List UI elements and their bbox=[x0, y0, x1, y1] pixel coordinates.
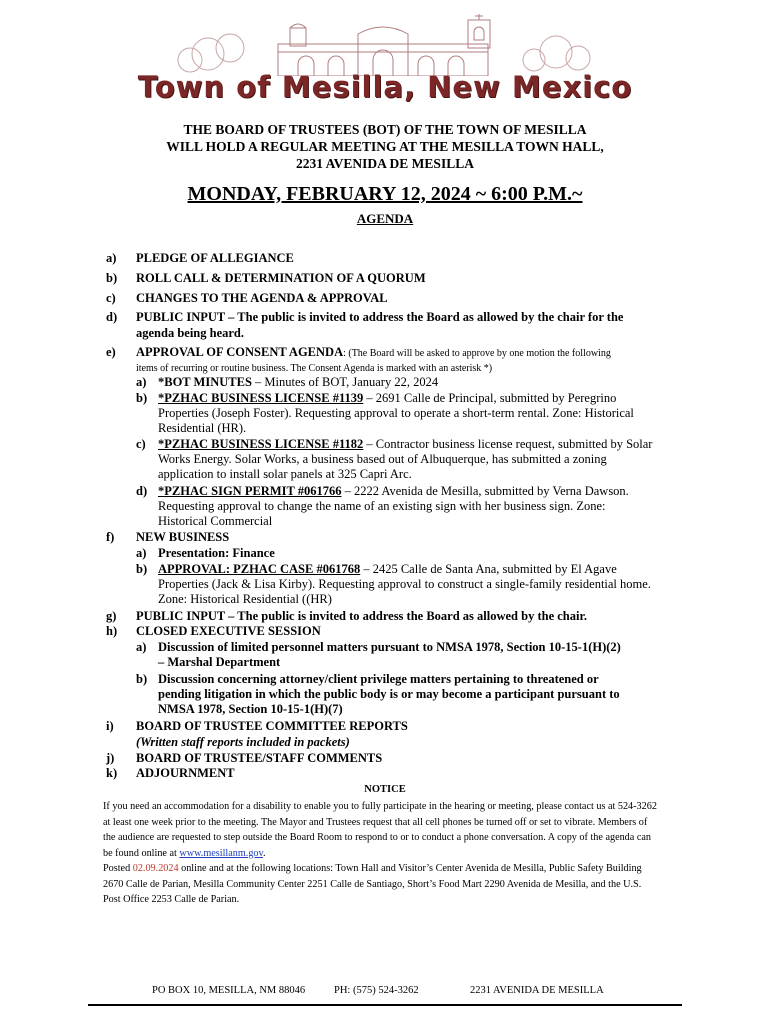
item-description: – 2425 Calle de Santa Ana, submitted by El Agave bbox=[360, 562, 617, 576]
item-public-input-general: PUBLIC INPUT – The public is invited to address the Board as allowed by the chair. bbox=[136, 609, 587, 623]
posted-label: Posted bbox=[103, 863, 133, 874]
consent-agenda-note-line2: items of recurring or routine business. The Consent Agenda is marked with an asterisk *) bbox=[136, 363, 493, 374]
item-description: – Minutes of BOT, January 22, 2024 bbox=[251, 375, 439, 389]
meeting-heading-line1: THE BOARD OF TRUSTEES (BOT) OF THE TOWN OF MESILLA bbox=[183, 122, 587, 137]
meeting-date: MONDAY, FEBRUARY 12, 2024 ~ 6:00 P.M.~ bbox=[187, 183, 583, 205]
subitem-letter: c) bbox=[136, 437, 146, 451]
consent-item-license-1139 bbox=[158, 391, 682, 407]
item-title: *BOT MINUTES bbox=[158, 375, 252, 389]
item-description-line3: Historical Commercial bbox=[158, 514, 273, 528]
item-letter: e) bbox=[106, 345, 116, 359]
meeting-heading-line2: WILL HOLD A REGULAR MEETING AT THE MESILLA TOWN HALL, bbox=[166, 139, 604, 154]
item-public-input-line1: PUBLIC INPUT – The public is invited to address the Board as allowed by the chair for the bbox=[136, 310, 624, 324]
closed-session-litigation-line3: NMSA 1978, Section 10-15-1(H)(7) bbox=[158, 702, 343, 716]
subitem-letter: a) bbox=[136, 375, 147, 389]
subitem-letter: a) bbox=[136, 640, 147, 654]
subitem-letter: b) bbox=[136, 562, 148, 576]
meeting-heading-line3: 2231 AVENIDA DE MESILLA bbox=[296, 156, 474, 171]
closed-session-litigation-line2: pending litigation in which the public body is or may become a participant pursuant to bbox=[158, 687, 620, 701]
notice-text-fragment: . bbox=[262, 847, 266, 859]
item-description-line2: Works Energy. Solar Works, a business based out of Albuquerque, has submitted a zoning bbox=[158, 452, 607, 466]
item-description-line2: Requesting approval to change the name of an existing sign with her business sign. Zone: bbox=[158, 499, 606, 513]
consent-item-bot-minutes bbox=[158, 375, 682, 391]
notice-line: Post Office 2253 Calle de Parian. bbox=[103, 894, 240, 905]
footer-po-box: PO BOX 10, MESILLA, NM 88046 bbox=[152, 985, 306, 996]
posted-date: 02.09.2024 bbox=[132, 863, 179, 874]
town-title: Town of Mesilla, New Mexico bbox=[137, 70, 633, 104]
footer-divider bbox=[88, 1004, 682, 1006]
item-closed-session: CLOSED EXECUTIVE SESSION bbox=[136, 624, 321, 638]
item-description: – 2691 Calle de Principal, submitted by Peregrino bbox=[363, 391, 617, 405]
item-letter: a) bbox=[106, 251, 117, 265]
footer-address: 2231 AVENIDA DE MESILLA bbox=[470, 985, 604, 996]
subitem-letter: b) bbox=[136, 391, 148, 405]
consent-agenda-note: : (The Board will be asked to approve by one motion the following bbox=[343, 348, 611, 359]
posted-line bbox=[103, 861, 723, 877]
item-title: *PZHAC BUSINESS LICENSE #1139 bbox=[158, 391, 364, 405]
item-pzhac-case-061768 bbox=[158, 562, 682, 578]
item-changes: CHANGES TO THE AGENDA & APPROVAL bbox=[136, 291, 388, 305]
item-committee-reports: BOARD OF TRUSTEE COMMITTEE REPORTS bbox=[136, 719, 408, 733]
item-consent-agenda bbox=[136, 345, 681, 362]
item-title: APPROVAL: PZHAC CASE #061768 bbox=[158, 562, 361, 576]
item-description: – 2222 Avenida de Mesilla, submitted by Verna Dawson. bbox=[341, 484, 629, 498]
item-letter: j) bbox=[106, 751, 115, 765]
item-letter: c) bbox=[106, 291, 116, 305]
item-letter: f) bbox=[106, 530, 115, 544]
website-link[interactable]: www.mesillanm.gov bbox=[179, 847, 263, 859]
item-letter: b) bbox=[106, 271, 118, 285]
closed-session-personnel-line2: – Marshal Department bbox=[158, 655, 281, 669]
notice-title: NOTICE bbox=[364, 784, 406, 795]
item-pledge: PLEDGE OF ALLEGIANCE bbox=[136, 251, 294, 265]
consent-item-license-1182 bbox=[158, 437, 682, 453]
posted-locations: online and at the following locations: Town Hall and Visitor’s Center Avenida de Mesilla, Public Safety Building bbox=[178, 863, 642, 874]
committee-reports-note: (Written staff reports included in packets) bbox=[136, 735, 350, 749]
item-adjournment: ADJOURNMENT bbox=[136, 766, 235, 780]
town-church-illustration bbox=[168, 14, 598, 76]
item-public-input-line2: agenda being heard. bbox=[136, 326, 245, 340]
item-description-line3: Zone: Historical Residential ((HR) bbox=[158, 592, 332, 606]
notice-line: the audience are requested to step outside the Board Room to respond to or to conduct a phone conversation. A copy of the agenda can bbox=[103, 832, 651, 843]
footer-phone: PH: (575) 524-3262 bbox=[334, 985, 419, 996]
subitem-letter: a) bbox=[136, 546, 147, 560]
item-title: *PZHAC BUSINESS LICENSE #1182 bbox=[158, 437, 364, 451]
item-description-line2: Properties (Jack & Lisa Kirby). Requesting approval to construct a single-family residential home. bbox=[158, 577, 651, 591]
closed-session-litigation-line1: Discussion concerning attorney/client privilege matters pertaining to threatened or bbox=[158, 672, 599, 686]
item-letter: h) bbox=[106, 624, 118, 638]
item-description-line3: application to install solar panels at 325 Capri Arc. bbox=[158, 467, 412, 481]
item-letter: i) bbox=[106, 719, 114, 733]
item-roll-call: ROLL CALL & DETERMINATION OF A QUORUM bbox=[136, 271, 426, 285]
agenda-label: AGENDA bbox=[356, 211, 414, 226]
item-letter: d) bbox=[106, 310, 118, 324]
consent-agenda-label: APPROVAL OF CONSENT AGENDA bbox=[136, 345, 344, 359]
notice-line: 2670 Calle de Parian, Mesilla Community Center 2251 Calle de Santiago, Short’s Food Mart 2290 Avenida de Mesilla, and the U.S. bbox=[103, 878, 642, 890]
item-title: *PZHAC SIGN PERMIT #061766 bbox=[158, 484, 342, 498]
notice-line: at least one week prior to the meeting. The Mayor and Trustees request that all cell phones be turned off or set to vibrate. Members of bbox=[103, 816, 648, 828]
notice-text bbox=[103, 799, 723, 908]
notice-line bbox=[103, 846, 723, 862]
item-description-line2: Properties (Joseph Foster). Requesting approval to operate a short-term rental. Zone: Historical bbox=[158, 406, 634, 420]
item-letter: k) bbox=[106, 766, 118, 780]
item-description: – Contractor business license request, submitted by Solar bbox=[363, 437, 653, 451]
closed-session-personnel-line1: Discussion of limited personnel matters pursuant to NMSA 1978, Section 10-15-1(H)(2) bbox=[158, 640, 621, 654]
item-letter: g) bbox=[106, 609, 117, 623]
notice-line: If you need an accommodation for a disability to enable you to fully participate in the hearing or meeting, please contact us at 524-3262 bbox=[103, 801, 657, 812]
item-trustee-comments: BOARD OF TRUSTEE/STAFF COMMENTS bbox=[136, 751, 383, 765]
subitem-letter: d) bbox=[136, 484, 148, 498]
item-presentation-finance: Presentation: Finance bbox=[158, 546, 275, 560]
notice-text-fragment: be found online at bbox=[103, 847, 180, 859]
subitem-letter: b) bbox=[136, 672, 148, 686]
item-description-line3: Residential (HR). bbox=[158, 421, 247, 435]
consent-item-sign-permit bbox=[158, 484, 682, 500]
item-new-business: NEW BUSINESS bbox=[136, 530, 230, 544]
